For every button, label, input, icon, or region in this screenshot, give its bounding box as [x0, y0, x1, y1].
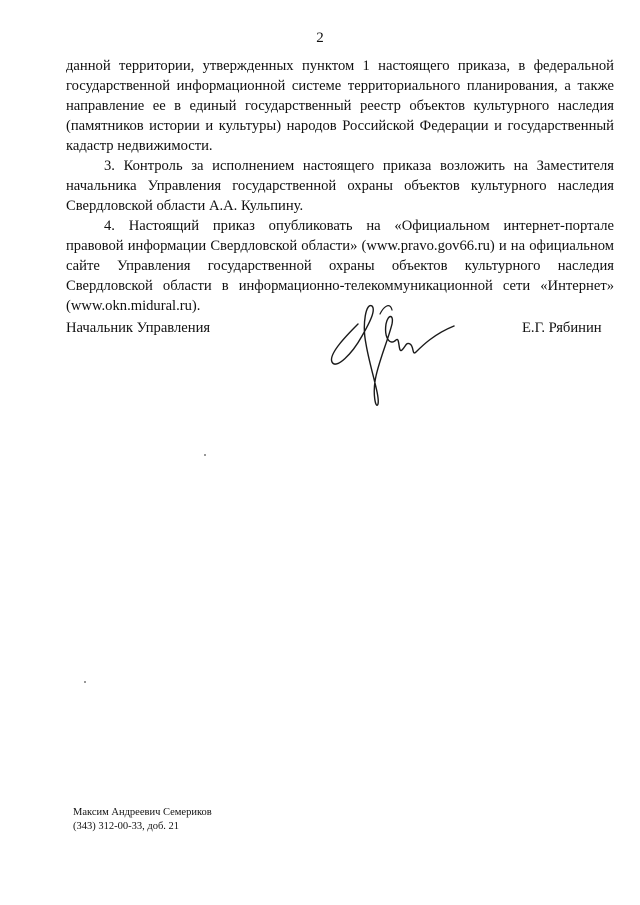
executor-footer	[73, 806, 212, 834]
paragraph-item-3: 3. Контроль за исполнением настоящего приказа возложить на Заместителя начальника Управления государственной охраны объектов культурного наследия Свердловской области А.А. Кульпину.	[66, 158, 614, 214]
signatory-name: Е.Г. Рябинин	[522, 320, 602, 336]
signatory-title: Начальник Управления	[66, 320, 211, 336]
scan-speck	[204, 454, 206, 456]
executor-phone: (343) 312-00-33, доб. 21	[73, 821, 180, 832]
document-body	[66, 56, 614, 316]
executor-name: Максим Андреевич Семериков	[73, 807, 212, 818]
paragraph-item-4: 4. Настоящий приказ опубликовать на «Официальном интернет-портале правовой информации Свердловской области» (www.pravo.gov66.ru) и на официальном сайте Управления государственной охраны объектов культурного наследия Свердловской области в информационно-телекоммуникационной сети «Интернет» (www.okn.midural.ru).	[66, 218, 614, 314]
paragraph-continuation: данной территории, утвержденных пунктом 1 настоящего приказа, в федеральной государственной информационной системе территориального планирования, а также направление ее в единый государственный реестр объектов культурного наследия (памятников истории и культуры) народов Российской Федерации и государственный кадастр недвижимости.	[66, 58, 614, 154]
scan-speck	[84, 681, 86, 683]
handwritten-signature	[318, 284, 468, 414]
page-number: 2	[316, 30, 324, 46]
